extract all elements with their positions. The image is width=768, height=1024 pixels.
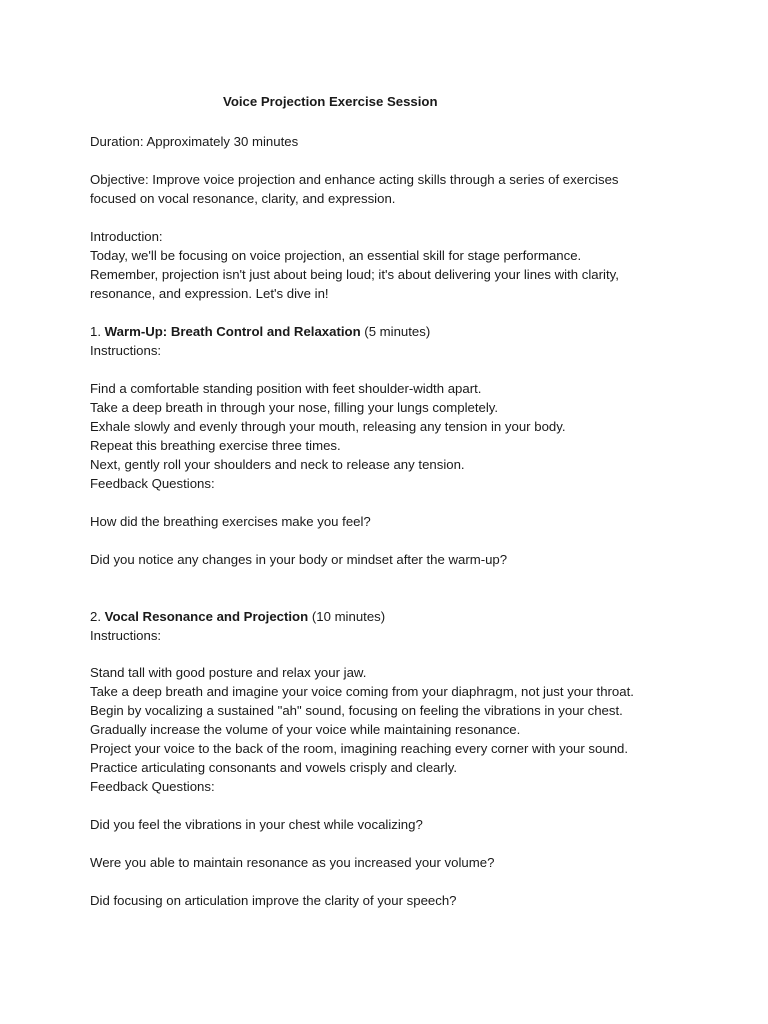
section-1-question: How did the breathing exercises make you feel?	[90, 514, 371, 529]
section-1-instruction: Next, gently roll your shoulders and neck to release any tension.	[90, 457, 465, 472]
section-2-instruction: Gradually increase the volume of your voice while maintaining resonance.	[90, 722, 521, 737]
section-2-instruction: Begin by vocalizing a sustained "ah" sound, focusing on feeling the vibrations in your chest.	[90, 703, 623, 718]
section-2-question: Were you able to maintain resonance as you increased your volume?	[90, 855, 495, 870]
section-1-heading	[90, 322, 430, 341]
section-1-instruction: Take a deep breath in through your nose, filling your lungs completely.	[90, 400, 499, 415]
section-1-instruction: Exhale slowly and evenly through your mouth, releasing any tension in your body.	[90, 419, 566, 434]
objective-line-2: focused on vocal resonance, clarity, and expression.	[90, 191, 396, 206]
section-2-question: Did you feel the vibrations in your chest while vocalizing?	[90, 817, 423, 832]
duration-text: Duration: Approximately 30 minutes	[90, 134, 299, 149]
section-1-title: Warm-Up: Breath Control and Relaxation	[104, 324, 361, 339]
section-1-duration: (5 minutes)	[364, 324, 431, 339]
section-2-instructions-label: Instructions:	[90, 628, 162, 643]
introduction-heading: Introduction:	[90, 229, 163, 244]
section-2-feedback-label: Feedback Questions:	[90, 779, 215, 794]
section-1-instruction: Find a comfortable standing position with feet shoulder-width apart.	[90, 381, 482, 396]
section-2-instruction: Practice articulating consonants and vowels crisply and clearly.	[90, 760, 457, 775]
section-2-instruction: Project your voice to the back of the room, imagining reaching every corner with your sound.	[90, 741, 629, 756]
section-2-heading	[90, 607, 385, 626]
section-2-instruction: Take a deep breath and imagine your voice coming from your diaphragm, not just your throat.	[90, 684, 634, 699]
objective-line-1: Objective: Improve voice projection and enhance acting skills through a series of exercises	[90, 172, 619, 187]
section-1-question: Did you notice any changes in your body or mindset after the warm-up?	[90, 552, 508, 567]
introduction-line-2: Remember, projection isn't just about being loud; it's about delivering your lines with clarity,	[90, 267, 619, 282]
section-2-title: Vocal Resonance and Projection	[104, 609, 309, 624]
section-1-instruction: Repeat this breathing exercise three times.	[90, 438, 341, 453]
section-1-number: 1.	[90, 324, 101, 339]
section-1-feedback-label: Feedback Questions:	[90, 476, 215, 491]
section-1-instructions-label: Instructions:	[90, 343, 162, 358]
document-title: Voice Projection Exercise Session	[223, 94, 438, 109]
section-2-instruction: Stand tall with good posture and relax your jaw.	[90, 665, 367, 680]
introduction-line-1: Today, we'll be focusing on voice projection, an essential skill for stage performance.	[90, 248, 582, 263]
section-2-duration: (10 minutes)	[311, 609, 386, 624]
introduction-line-3: resonance, and expression. Let's dive in!	[90, 286, 329, 301]
section-2-number: 2.	[90, 609, 101, 624]
section-2-question: Did focusing on articulation improve the clarity of your speech?	[90, 893, 457, 908]
